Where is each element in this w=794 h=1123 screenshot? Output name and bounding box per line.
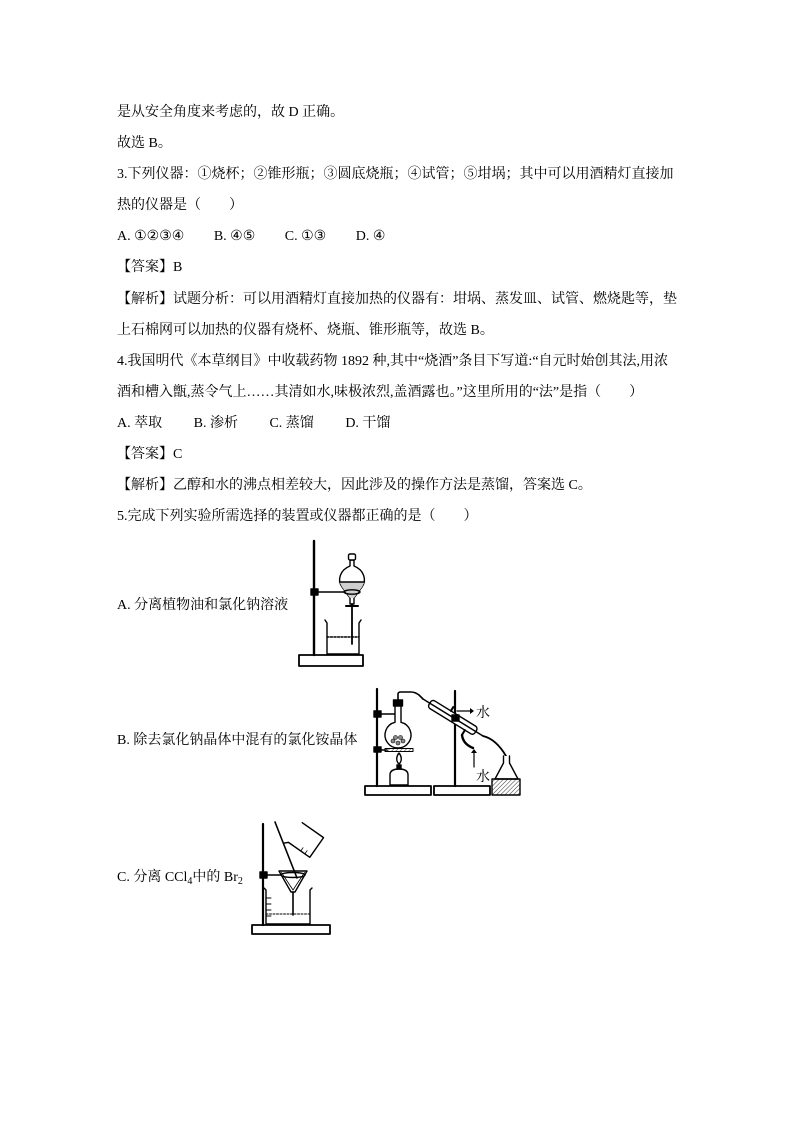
q5-stem-line: 5.完成下列实验所需选择的装置或仪器都正确的是（ ） [117,509,478,525]
q3-options [117,221,677,252]
funnel-stopper [349,554,356,560]
q4-option-b: B. 渗析 [193,415,238,431]
answer-tag: 【答案】 [117,260,173,276]
q4-analysis-line [117,470,677,501]
q4-stem-line: 4.我国明代《本草纲目》中收载药物 1892 种,其中“烧酒”条目下写道:“自元时始创其法,用浓 [117,353,669,369]
water-in-arrowhead [471,749,477,753]
q3-option-c: C. ①③ [284,229,327,245]
q3-analysis-line [117,284,677,315]
stand-base [252,925,330,934]
q5-option-b-label: B. 除去氯化钠晶体中混有的氯化铵晶体 [117,733,358,748]
analysis-tag: 【解析】 [117,478,173,494]
crystal [399,736,403,740]
filtration-apparatus [250,818,334,938]
inlet-hose [462,735,473,748]
delivery-tube [398,692,423,700]
subscript: 4 [187,876,193,887]
q5-option-a-label: A. 分离植物油和氯化钠溶液 [117,598,289,613]
q4-option-c: C. 蒸馏 [269,415,314,431]
alcohol-lamp [390,769,408,785]
crystal [401,739,405,743]
q4-stem-line: 酒和槽入甑,蒸令气上……其清如水,味极浓烈,盖酒露也。”这里所用的“法”是指（ ） [117,384,644,400]
q4-answer-line [117,439,677,470]
analysis-tag: 【解析】 [117,291,173,307]
receiving-beaker [264,888,312,924]
crystal [396,741,400,745]
conical-flask [495,756,518,779]
lamp-wick-holder [397,765,401,769]
analysis-text: 乙醇和水的沸点相差较大，因此涉及的操作方法是蒸馏，答案选 C。 [173,478,592,494]
answer-value: B [173,260,183,276]
pouring-beaker-body [284,821,323,860]
crystal [391,739,395,743]
wooden-block [492,779,520,795]
q3-answer-line [117,252,677,283]
option-c-middle: 中的 Br [192,870,238,885]
q3-stem-line: 热的仪器是（ ） [117,198,243,214]
ring-clamp [260,872,267,878]
q3-option-a: A. ①②③④ [117,229,185,245]
previous-answer-line: 故选 B。 [117,136,172,152]
right-stand-base [434,786,490,795]
water-outlet-nozzle [451,707,453,711]
q3-analysis-line: 上石棉网可以加热的仪器有烧杯、烧瓶、锥形瓶等，故选 B。 [117,322,494,338]
water-out-arrowhead [470,708,474,714]
q4-options [117,408,677,439]
q3-stem-line: 3.下列仪器：①烧杯；②锥形瓶；③圆底烧瓶；④试管；⑤坩埚；其中可以用酒精灯直接加 [117,167,674,183]
glass-rod [275,822,297,878]
answer-tag: 【答案】 [117,447,173,463]
flask-clamp [374,711,381,717]
option-c-prefix: C. 分离 CCl [117,870,188,885]
q5-option-c-label [117,868,243,888]
heating-condenser-apparatus [363,686,523,798]
adapter-tube [483,736,506,756]
text-block [117,97,677,532]
flame [397,753,402,764]
rod-clamp [311,589,318,595]
beaker-graduations [266,898,271,916]
water-out-label: 水 [476,706,490,721]
previous-answer-line: 是从安全角度来考虑的，故 D 正确。 [117,105,345,120]
pouring-beaker [284,821,323,860]
q3-option-b: B. ④⑤ [213,229,256,245]
wire-gauze [385,749,413,752]
crystal [394,736,398,740]
ring-clamp [374,747,381,752]
left-stand-base [365,786,431,795]
answer-value: C [173,447,183,463]
q3-option-d: D. ④ [355,229,386,245]
separatory-funnel-apparatus [296,538,368,670]
subscript: 2 [237,876,243,887]
analysis-text: 试题分析：可以用酒精灯直接加热的仪器有：坩埚、蒸发皿、试管、燃烧匙等，垫 [173,291,677,307]
q4-option-d: D. 干馏 [345,415,391,431]
flask-stopper [394,700,403,706]
stand-base [299,655,363,666]
q4-option-a: A. 萃取 [117,415,163,431]
condenser-clamp [452,715,459,721]
water-in-label: 水 [476,770,490,785]
